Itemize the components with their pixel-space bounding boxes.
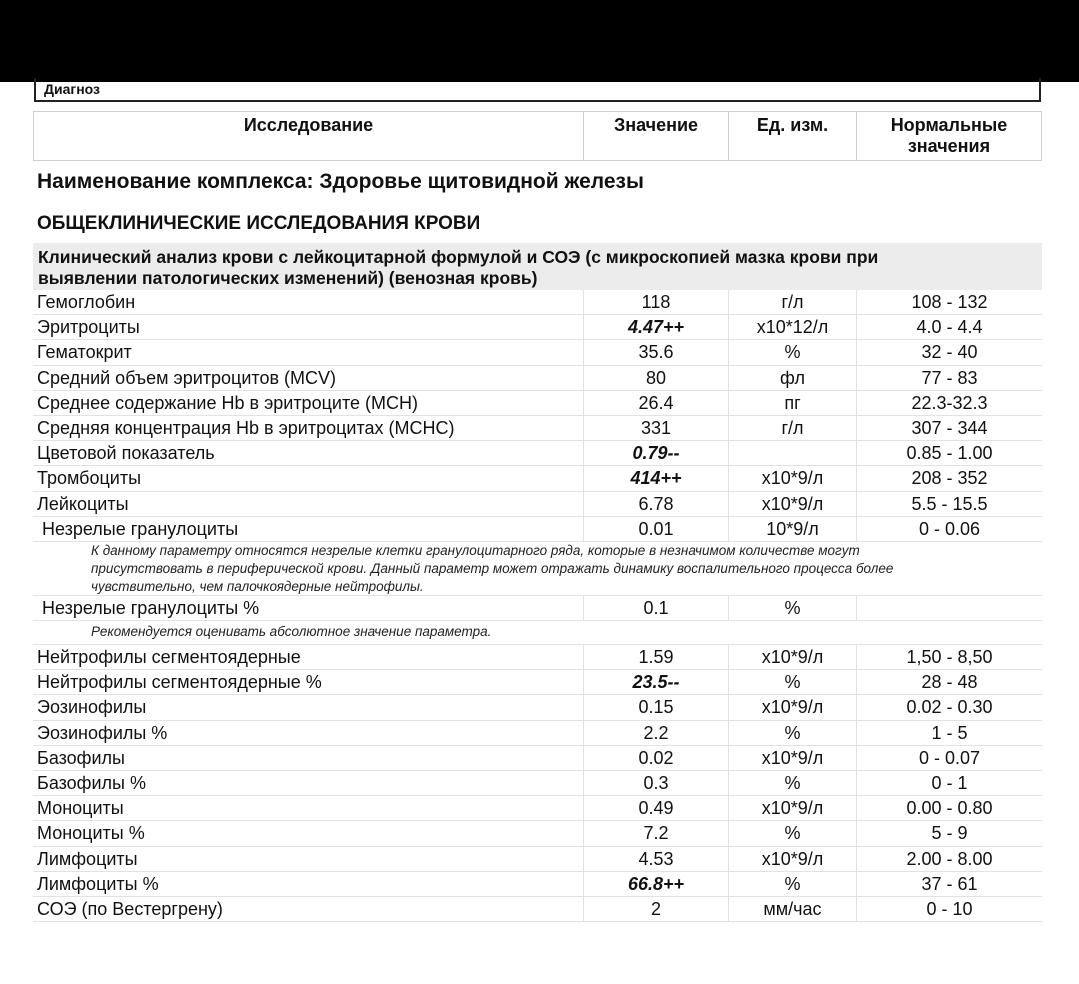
row-value: 0.3 [584,771,729,795]
row-unit: х10*12/л [729,315,857,339]
row-unit: % [729,821,857,845]
row-norm: 0 - 1 [931,773,968,793]
table-row [33,517,1042,542]
row-norm: 5.5 - 15.5 [911,493,988,514]
row-norm: 37 - 61 [921,873,978,894]
table-row [33,670,1042,695]
row-name: Моноциты [33,796,584,820]
row-value: 4.47++ [584,315,729,339]
row-unit: % [729,340,857,364]
table-row [33,821,1042,846]
header-unit: Ед. изм. [729,112,857,160]
row-name: Эозинофилы [33,695,584,719]
table-row [33,645,1042,670]
row-unit: х10*9/л [729,746,857,770]
row-unit: % [729,872,857,896]
row-value: 7.2 [584,821,729,845]
header-norm-line2: значения [907,136,991,156]
row-name: Среднее содержание Hb в эритроците (MCH) [33,391,584,415]
note-line: присутствовать в периферической крови. Данный параметр может отражать динамику воспалительного процесса более [91,560,894,576]
results-table [33,290,1042,922]
row-unit: х10*9/л [729,695,857,719]
row-unit [729,441,857,465]
test-group-title [33,243,1042,290]
top-black-bar [0,0,1079,82]
row-norm: 28 - 48 [921,672,978,693]
row-norm: 1 - 5 [931,722,968,743]
row-norm: 307 - 344 [911,417,988,438]
header-value: Значение [584,112,729,160]
row-unit: % [729,596,857,620]
row-name: Средний объем эритроцитов (MCV) [33,366,584,390]
row-unit: % [729,670,857,694]
row-norm: 77 - 83 [921,367,978,388]
table-row [33,441,1042,466]
row-unit: г/л [729,290,857,314]
table-row [33,391,1042,416]
row-name: Гемоглобин [33,290,584,314]
row-name: Тромбоциты [33,466,584,490]
table-row [33,340,1042,365]
row-unit: х10*9/л [729,645,857,669]
header-norm-line1: Нормальные [890,115,1008,135]
row-value: 26.4 [584,391,729,415]
row-norm: 108 - 132 [911,292,988,312]
row-value: 118 [584,290,729,314]
row-value: 6.78 [584,492,729,516]
note-recommendation: Рекомендуется оценивать абсолютное значение параметра. [33,621,1042,645]
row-value: 23.5-- [584,670,729,694]
complex-title: Наименование комплекса: Здоровье щитовидной железы [37,170,644,193]
row-name: Цветовой показатель [33,441,584,465]
row-norm: 5 - 9 [931,823,968,844]
table-row [33,596,1042,621]
row-value: 331 [584,416,729,440]
row-unit: 10*9/л [729,517,857,541]
row-value: 0.79-- [584,441,729,465]
row-value: 0.02 [584,746,729,770]
row-value: 4.53 [584,847,729,871]
group-line-1: Клинический анализ крови с лейкоцитарной формулой и СОЭ (с микроскопией мазка крови при [38,247,879,267]
row-value: 0.49 [584,796,729,820]
diagnosis-box [34,78,1041,102]
row-value: 66.8++ [584,872,729,896]
table-row [33,695,1042,720]
row-norm: 0 - 0.06 [918,518,981,539]
table-row [33,315,1042,340]
table-row [33,290,1042,315]
row-norm: 4.0 - 4.4 [916,317,983,338]
row-unit: х10*9/л [729,796,857,820]
table-row [33,366,1042,391]
row-value: 2 [584,897,729,921]
row-norm: 0 - 0.07 [918,747,981,768]
table-row [33,721,1042,746]
row-name: Эозинофилы % [33,721,584,745]
row-norm: 22.3-32.3 [911,392,988,413]
table-row [33,466,1042,491]
row-name: СОЭ (по Вестергрену) [33,897,584,921]
row-unit: % [729,771,857,795]
row-value: 0.15 [584,695,729,719]
row-norm: 2.00 - 8.00 [906,848,993,869]
table-row [33,416,1042,441]
row-name: Лейкоциты [33,492,584,516]
row-value: 35.6 [584,340,729,364]
row-value: 2.2 [584,721,729,745]
row-name: Средняя концентрация Hb в эритроцитах (MCHC) [33,416,584,440]
table-row [33,796,1042,821]
row-unit: мм/час [729,897,857,921]
row-value: 80 [584,366,729,390]
row-value: 414++ [584,466,729,490]
row-name: Лимфоциты [33,847,584,871]
row-unit: х10*9/л [729,466,857,490]
row-norm [857,596,1042,620]
row-unit: % [729,721,857,745]
row-norm: 1,50 - 8,50 [906,647,993,668]
table-row [33,897,1042,922]
row-norm: 0 - 10 [926,898,973,919]
row-name: Гематокрит [33,340,584,364]
table-row [33,492,1042,517]
diagnosis-label: Диагноз [44,81,100,97]
note-line: К данному параметру относятся незрелые клетки гранулоцитарного ряда, которые в незначимом количестве могут [91,542,860,558]
row-unit: г/л [729,416,857,440]
row-unit: х10*9/л [729,492,857,516]
row-norm: 0.85 - 1.00 [906,443,993,464]
row-norm: 32 - 40 [921,342,978,363]
row-value: 0.1 [584,596,729,620]
row-name: Лимфоциты % [33,872,584,896]
header-study: Исследование [34,112,584,160]
row-name: Нейтрофилы сегментоядерные % [33,670,584,694]
section-title: ОБЩЕКЛИНИЧЕСКИЕ ИССЛЕДОВАНИЯ КРОВИ [37,213,481,234]
table-row [33,746,1042,771]
table-row [33,771,1042,796]
row-value: 1.59 [584,645,729,669]
note-immature-granulocytes [33,542,1042,596]
note-line: чувствительно, чем палочкоядерные нейтрофилы. [91,578,424,594]
row-norm: 0.02 - 0.30 [906,697,993,718]
header-norm [857,112,1041,160]
row-name: Нейтрофилы сегментоядерные [33,645,584,669]
row-value: 0.01 [584,517,729,541]
row-unit: пг [729,391,857,415]
row-norm: 0.00 - 0.80 [906,798,993,819]
row-unit: фл [729,366,857,390]
row-name: Эритроциты [33,315,584,339]
row-norm: 208 - 352 [911,468,988,489]
row-name: Моноциты % [33,821,584,845]
row-name: Незрелые гранулоциты % [33,596,584,620]
row-name: Базофилы [33,746,584,770]
row-name: Базофилы % [33,771,584,795]
table-row [33,847,1042,872]
row-name: Незрелые гранулоциты [33,517,584,541]
table-header [33,111,1042,161]
table-row [33,872,1042,897]
row-unit: х10*9/л [729,847,857,871]
group-line-2: выявлении патологических изменений) (венозная кровь) [38,268,538,288]
